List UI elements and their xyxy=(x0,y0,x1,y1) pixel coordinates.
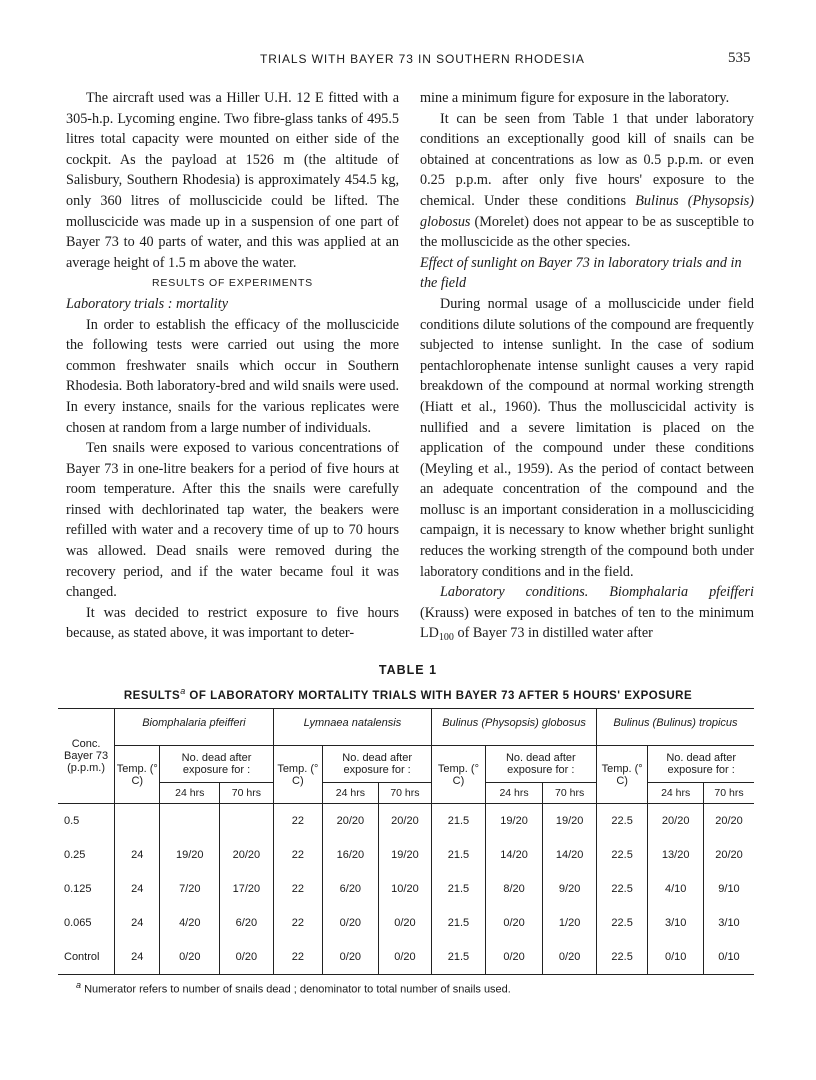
table-cell: 0/20 xyxy=(543,940,597,975)
table-cell: 0/20 xyxy=(220,940,274,975)
conc-cell: 0.065 xyxy=(64,917,92,929)
table-cell: 19/20 xyxy=(160,838,220,872)
paragraph-lab-conditions: Laboratory conditions. Biomphalaria pfeifferi (Krauss) were exposed in batches of ten to the minimum $LD_{100}$ of Bayer 73 in distilled water after xyxy=(420,584,754,644)
table-cell: 0/10 xyxy=(703,940,754,975)
temp-header: Temp. (° C) xyxy=(432,746,486,804)
table-cell: 22.5 xyxy=(596,940,647,975)
hrs-header: 70 hrs xyxy=(220,783,274,804)
table-cell: 22.5 xyxy=(596,838,647,872)
table-cell: 22 xyxy=(273,906,322,940)
table-cell: 3/10 xyxy=(648,906,704,940)
table-cell: 19/20 xyxy=(543,804,597,839)
temp-header: Temp. (° C) xyxy=(273,746,322,804)
table-cell: 4/20 xyxy=(160,906,220,940)
table-cell: 20/20 xyxy=(323,804,379,839)
table-cell: 19/20 xyxy=(378,838,432,872)
table-cell: 24 xyxy=(115,906,160,940)
table-row xyxy=(58,906,754,940)
table-cell: 21.5 xyxy=(432,838,486,872)
table-cell: 0/20 xyxy=(378,906,432,940)
species-header: Bulinus (Bulinus) tropicus xyxy=(596,709,754,746)
hrs-header: 70 hrs xyxy=(703,783,754,804)
paragraph-restrict: It was decided to restrict exposure to five hours because, as stated above, it was important to deter- xyxy=(66,604,399,642)
table-cell: 24 xyxy=(115,940,160,975)
table-cell: 6/20 xyxy=(323,872,379,906)
table-cell: 22 xyxy=(273,872,322,906)
page-header xyxy=(0,50,816,70)
paragraph-sunlight: During normal usage of a molluscicide under field conditions dilute solutions of the compound are frequently subjected to intense sunlight. In the case of sodium pentachlorophenate intense sunlight causes a very rapid breakdown of the compound at normal working strength (Hiatt et al., 1960). Thus the molluscicidal activity is nullified and a severe limitation is placed on the application of the compound under these conditions (Meyling et al., 1959). As the period of contact between an adequate concentration of the compound and the mollusc is an important consideration in a mollusciciding campaign, it is necessary to know whether bright sunlight reduces the working strength of the compound both under laboratory conditions and in the field. xyxy=(420,295,754,580)
table-cell: 22 xyxy=(273,804,322,839)
dead-header: No. dead after exposure for : xyxy=(648,746,754,783)
hrs-header: 24 hrs xyxy=(160,783,220,804)
conc-cell: 0.125 xyxy=(64,883,92,895)
mortality-table xyxy=(58,708,754,975)
conc-cell: 0.25 xyxy=(64,849,86,861)
table-cell: 22 xyxy=(273,940,322,975)
table-caption: RESULTS$^a$ OF LABORATORY MORTALITY TRIALS WITH BAYER 73 AFTER 5 HOURS' EXPOSURE xyxy=(123,686,693,702)
table-cell: 20/20 xyxy=(378,804,432,839)
table-row xyxy=(58,872,754,906)
table-cell: 21.5 xyxy=(432,872,486,906)
table-cell: 24 xyxy=(115,872,160,906)
dead-header: No. dead after exposure for : xyxy=(485,746,596,783)
table-cell: 24 xyxy=(115,838,160,872)
table-cell: 20/20 xyxy=(648,804,704,839)
table-cell: 9/20 xyxy=(543,872,597,906)
table-cell: 20/20 xyxy=(703,838,754,872)
table-cell: 9/10 xyxy=(703,872,754,906)
table-cell: 1/20 xyxy=(543,906,597,940)
conc-cell: Control xyxy=(58,940,115,975)
table-cell: 14/20 xyxy=(543,838,597,872)
table-cell: 21.5 xyxy=(432,940,486,975)
table-cell: 0/10 xyxy=(648,940,704,975)
section-heading: RESULTS OF EXPERIMENTS xyxy=(152,277,313,290)
table-cell: 22.5 xyxy=(596,872,647,906)
table-cell: 14/20 xyxy=(485,838,543,872)
table-row xyxy=(58,838,754,872)
table-cell: 20/20 xyxy=(703,804,754,839)
table-body xyxy=(58,804,754,975)
table-cell: 0/20 xyxy=(323,906,379,940)
running-title: TRIALS WITH BAYER 73 IN SOUTHERN RHODESIA xyxy=(260,52,585,66)
table-cell xyxy=(115,804,160,839)
table-cell: 19/20 xyxy=(485,804,543,839)
paragraph-efficacy: In order to establish the efficacy of the molluscicide the following tests were carried out using the more common freshwater snails which occur in Southern Rhodesia. Both laboratory-bred and wild snails were used. In every instance, snails for the various replicates were chosen at random from a large number of individuals. xyxy=(66,316,399,436)
temp-header: Temp. (° C) xyxy=(596,746,647,804)
left-column xyxy=(66,88,399,644)
hrs-header: 70 hrs xyxy=(543,783,597,804)
table-cell: 16/20 xyxy=(323,838,379,872)
table-cell: 0/20 xyxy=(485,940,543,975)
page-number: 535 xyxy=(728,50,751,66)
table-cell: 21.5 xyxy=(432,906,486,940)
table-cell xyxy=(220,804,274,839)
table-row xyxy=(58,804,754,839)
table-cell: 21.5 xyxy=(432,804,486,839)
paragraph-table-summary: It can be seen from Table 1 that under laboratory conditions an exceptionally good kill of snails can be obtained at concentrations as low as 0.5 p.p.m. or even 0.25 p.p.m. after only five hours' exposure to the chemical. Under these conditions Bulinus (Physopsis) globosus (Morelet) does not appear to be as susceptible to the molluscicide as the other species. xyxy=(420,110,754,251)
paragraph-continuation: mine a minimum figure for exposure in the laboratory. xyxy=(420,90,730,106)
table-cell: 10/20 xyxy=(378,872,432,906)
species-header: Lymnaea natalensis xyxy=(273,709,432,746)
dead-header: No. dead after exposure for : xyxy=(160,746,273,783)
species-header: Biomphalaria pfeifferi xyxy=(115,709,274,746)
table-footnote: $^a$ Numerator refers to number of snails dead ; denominator to total number of snails used. xyxy=(76,980,511,996)
table-row xyxy=(58,940,754,975)
table-cell: 13/20 xyxy=(648,838,704,872)
table-cell: 22.5 xyxy=(596,906,647,940)
conc-header: Conc. Bayer 73 (p.p.m.) xyxy=(58,709,115,804)
hrs-header: 24 hrs xyxy=(323,783,379,804)
table-cell xyxy=(160,804,220,839)
table-cell: 4/10 xyxy=(648,872,704,906)
hrs-header: 24 hrs xyxy=(485,783,543,804)
table-cell: 20/20 xyxy=(220,838,274,872)
table-cell: 7/20 xyxy=(160,872,220,906)
table-cell: 0/20 xyxy=(160,940,220,975)
paragraph-aircraft: The aircraft used was a Hiller U.H. 12 E fitted with a 305-h.p. Lycoming engine. Two fibre-glass tanks of 495.5 litres total capacity were mounted on either side of the cockpit. As the payload at 1526 m (the altitude of Salisbury, Southern Rhodesia) is approximately 454.5 kg, only 360 litres of molluscicide could be lifted. The molluscicide was made up in a suspension of one part of Bayer 73 to 40 parts of water, and this was applied at an average height of 1.5 m above the water. xyxy=(66,90,399,271)
table-cell: 0/20 xyxy=(323,940,379,975)
subheading-mortality: Laboratory trials : mortality xyxy=(66,295,228,312)
table-cell: 22 xyxy=(273,838,322,872)
paragraph-exposure: Ten snails were exposed to various concentrations of Bayer 73 in one-litre beakers for a period of five hours at room temperature. After this the snails were carefully rinsed with dechlorinated tap water, the beakers were refilled with water and a recovery time of up to 70 hours was allowed. Dead snails were removed during the recovery period, and if the water became foul it was changed. xyxy=(66,440,399,601)
table-cell: 0/20 xyxy=(378,940,432,975)
table-title: TABLE 1 xyxy=(378,663,438,677)
table-cell: 0/20 xyxy=(485,906,543,940)
table-cell: 17/20 xyxy=(220,872,274,906)
hrs-header: 70 hrs xyxy=(378,783,432,804)
species-header: Bulinus (Physopsis) globosus xyxy=(432,709,597,746)
table-cell: 6/20 xyxy=(220,906,274,940)
hrs-header: 24 hrs xyxy=(648,783,704,804)
right-column xyxy=(420,88,754,649)
table-cell: 22.5 xyxy=(596,804,647,839)
temp-header: Temp. (° C) xyxy=(115,746,160,804)
conc-cell: 0.5 xyxy=(64,815,80,827)
table-cell: 8/20 xyxy=(485,872,543,906)
subheading-sunlight: Effect of sunlight on Bayer 73 in laboratory trials and in the field xyxy=(420,254,742,292)
dead-header: No. dead after exposure for : xyxy=(323,746,432,783)
table-cell: 3/10 xyxy=(703,906,754,940)
